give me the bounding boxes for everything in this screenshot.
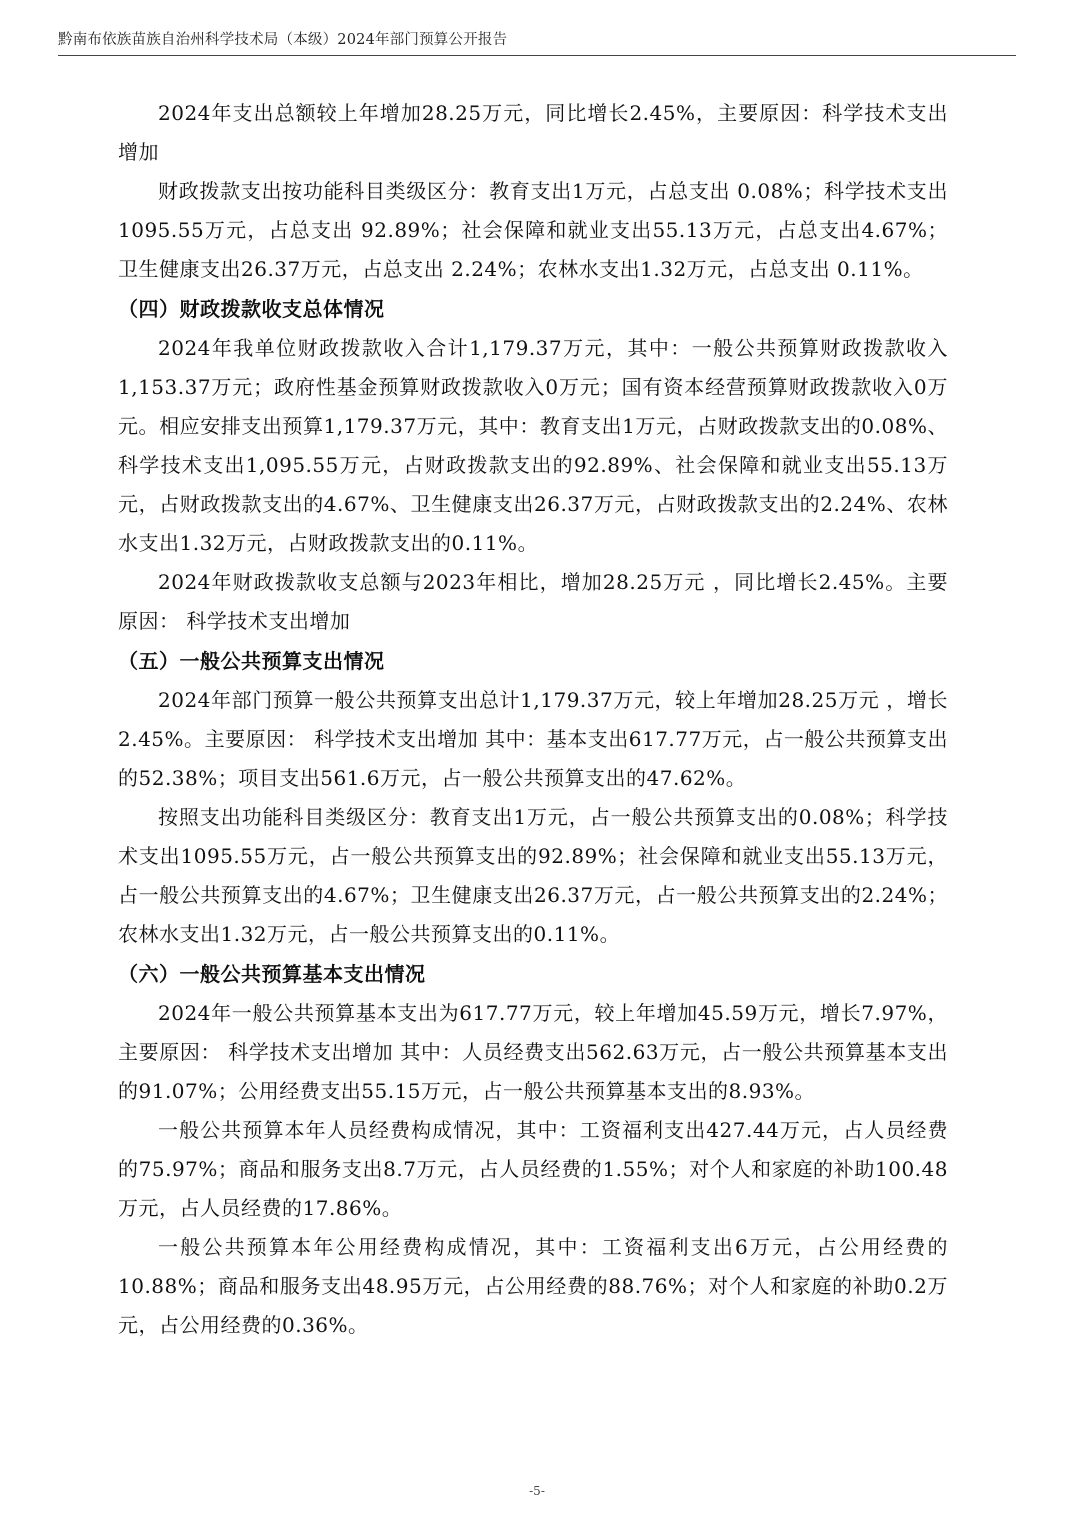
paragraph-personnel-cost: 一般公共预算本年人员经费构成情况，其中：工资福利支出427.44万元，占人员经费的75.97%；商品和服务支出8.7万元，占人员经费的1.55%；对个人和家庭的补助100.48万元，占人员经费的17.86%。	[118, 1118, 948, 1220]
paragraph-public-cost: 一般公共预算本年公用经费构成情况，其中：工资福利支出6万元，占公用经费的10.88%；商品和服务支出48.95万元，占公用经费的88.76%；对个人和家庭的补助0.2万元，占公用经费的0.36%。	[118, 1235, 948, 1337]
paragraph-function-breakdown: 财政拨款支出按功能科目类级区分：教育支出1万元，占总支出 0.08%；科学技术支出1095.55万元，占总支出 92.89%；社会保障和就业支出55.13万元，占总支出4.67%；卫生健康支出26.37万元，占总支出 2.24%；农林水支出1.32万元，占总支出 0.11%。	[118, 179, 948, 281]
paragraph-general-budget-total: 2024年部门预算一般公共预算支出总计1,179.37万元，较上年增加28.25万元 ，增长2.45%。主要原因： 科学技术支出增加 其中：基本支出617.77万元，占一般公共预算支出的52.38%；项目支出561.6万元，占一般公共预算支出的47.62%。	[118, 688, 948, 790]
section-heading-6: （六）一般公共预算基本支出情况	[118, 962, 426, 986]
paragraph-fiscal-comparison: 2024年财政拨款收支总额与2023年相比，增加28.25万元 ，同比增长2.45%。主要原因： 科学技术支出增加	[118, 570, 948, 633]
page-number: -5-	[529, 1484, 545, 1498]
section-heading-5: （五）一般公共预算支出情况	[118, 649, 385, 673]
report-body	[118, 94, 948, 1345]
paragraph-expenditure-change: 2024年支出总额较上年增加28.25万元，同比增长2.45%，主要原因：科学技术支出增加	[118, 101, 948, 164]
section-heading-4: （四）财政拨款收支总体情况	[118, 297, 385, 321]
paragraph-basic-expenditure: 2024年一般公共预算基本支出为617.77万元，较上年增加45.59万元，增长7.97%，主要原因： 科学技术支出增加 其中：人员经费支出562.63万元，占一般公共预算基本支出的91.07%；公用经费支出55.15万元，占一般公共预算基本支出的8.93%。	[118, 1001, 948, 1103]
page-header: 黔南布依族苗族自治州科学技术局（本级）2024年部门预算公开报告	[58, 28, 1016, 56]
paragraph-general-budget-function: 按照支出功能科目类级区分：教育支出1万元，占一般公共预算支出的0.08%；科学技术支出1095.55万元，占一般公共预算支出的92.89%；社会保障和就业支出55.13万元，占一般公共预算支出的4.67%；卫生健康支出26.37万元，占一般公共预算支出的2.24%；农林水支出1.32万元，占一般公共预算支出的0.11%。	[118, 805, 948, 946]
paragraph-fiscal-income: 2024年我单位财政拨款收入合计1,179.37万元，其中：一般公共预算财政拨款收入1,153.37万元；政府性基金预算财政拨款收入0万元；国有资本经营预算财政拨款收入0万元。相应安排支出预算1,179.37万元，其中：教育支出1万元，占财政拨款支出的0.08%、科学技术支出1,095.55万元，占财政拨款支出的92.89%、社会保障和就业支出55.13万元，占财政拨款支出的4.67%、卫生健康支出26.37万元，占财政拨款支出的2.24%、农林水支出1.32万元，占财政拨款支出的0.11%。	[118, 336, 948, 555]
